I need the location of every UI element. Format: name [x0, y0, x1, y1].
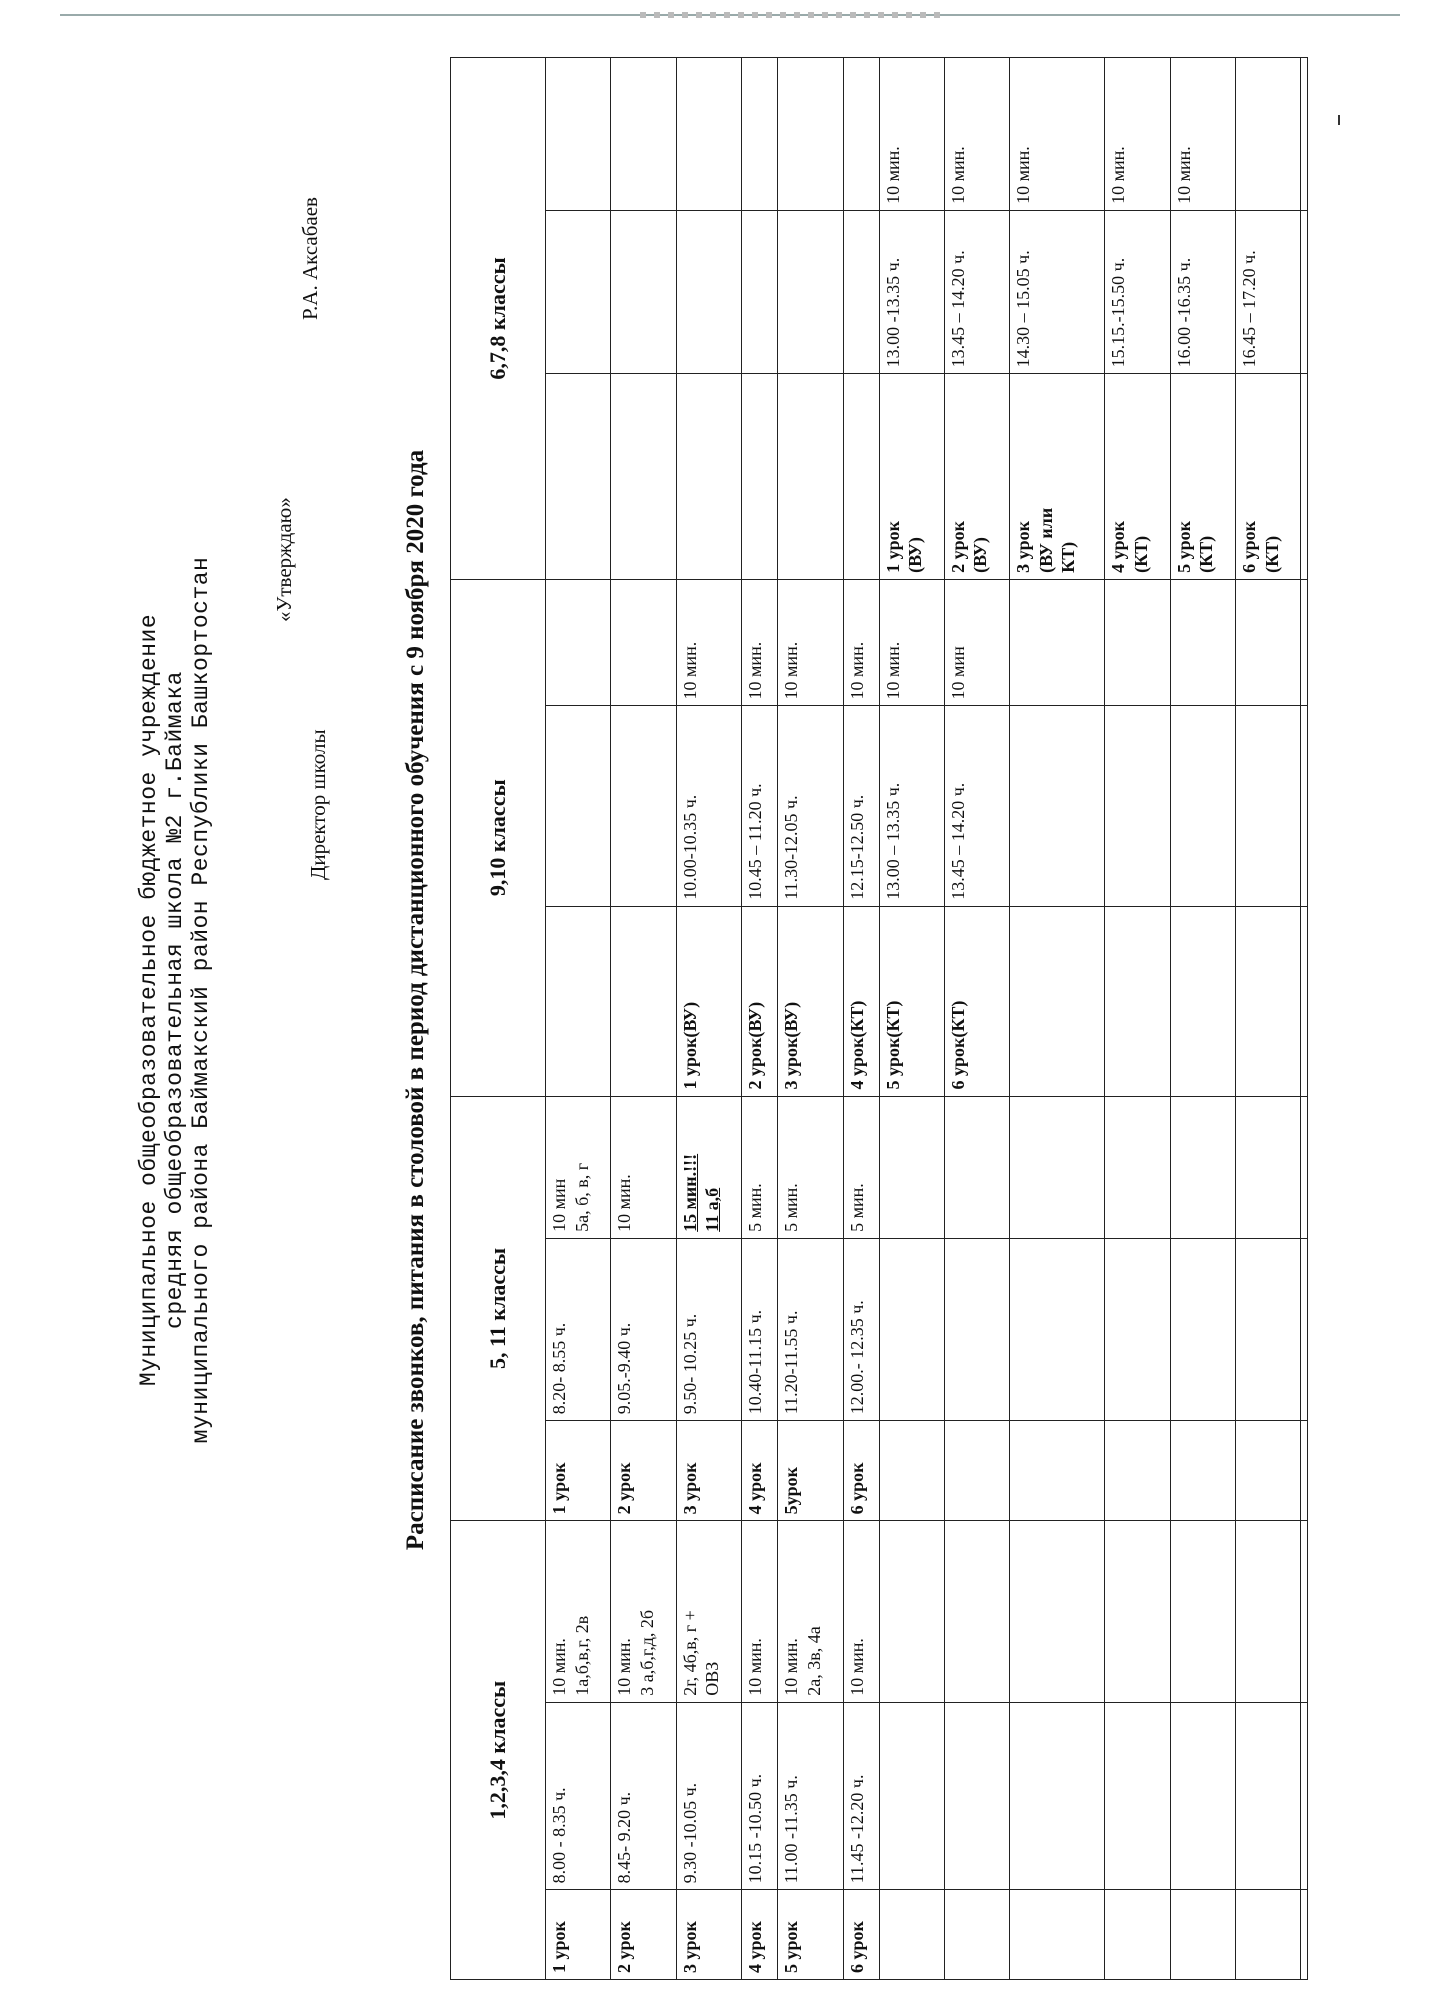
- table-cell: [1170, 1421, 1235, 1521]
- table-cell: [843, 1238, 879, 1420]
- table-cell: [1010, 58, 1105, 211]
- cell-text: 2 урок: [947, 521, 968, 573]
- cell-text: 10 мин.: [745, 1638, 766, 1696]
- cell-text: 5 мин.: [846, 1183, 867, 1232]
- table-cell: [1301, 58, 1308, 211]
- cell-text: 10 мин: [549, 1178, 569, 1232]
- table-cell: [676, 706, 741, 906]
- table-cell: [944, 706, 1009, 906]
- table-cell: [611, 1238, 676, 1420]
- cell-text: 2 урок: [614, 1921, 635, 1973]
- table-cell: [1010, 210, 1105, 373]
- cell-text: (ВУ или: [1035, 507, 1056, 573]
- table-cell: [879, 210, 944, 373]
- table-cell: [944, 579, 1009, 706]
- table-cell: [1236, 579, 1301, 706]
- table-cell: [1236, 1421, 1301, 1521]
- table-cell: [944, 1421, 1009, 1521]
- table-cell: [1105, 58, 1170, 211]
- cell-text: 10 мин: [947, 646, 968, 700]
- cell-text: 6 урок: [1239, 521, 1260, 573]
- table-cell: [843, 1096, 879, 1238]
- cell-text: 10 мин.: [781, 1638, 802, 1696]
- table-cell: [1105, 706, 1170, 906]
- table-cell: [944, 58, 1009, 211]
- table-cell: [1010, 1702, 1105, 1890]
- table-cell: [1170, 1238, 1235, 1420]
- table-cell: [778, 58, 843, 211]
- table-cell: [778, 1890, 843, 1980]
- table-cell: [843, 374, 879, 580]
- table-cell: [1170, 579, 1235, 706]
- table-cell: [1301, 210, 1308, 373]
- table-cell: [742, 1890, 778, 1980]
- table-cell: [1301, 1521, 1308, 1702]
- cell-text: 11.30-12.05 ч.: [781, 795, 802, 900]
- table-cell: [676, 1521, 741, 1702]
- table-cell: [1105, 1702, 1170, 1890]
- table-cell: [944, 1890, 1009, 1980]
- table-cell: [1170, 1702, 1235, 1890]
- table-cell: [1105, 1890, 1170, 1980]
- group-header: 9,10 классы: [451, 579, 546, 1096]
- cell-text: 10 мин.: [846, 1638, 867, 1696]
- table-cell: [778, 706, 843, 906]
- cell-text: 16.45 – 17.20 ч.: [1239, 250, 1260, 368]
- cell-text: 1 урок: [882, 521, 903, 573]
- table-cell: [879, 1521, 944, 1702]
- table-row: [944, 58, 1009, 1980]
- table-cell: [611, 1421, 676, 1521]
- table-cell: [1105, 579, 1170, 706]
- table-cell: [879, 374, 944, 580]
- table-cell: [676, 1890, 741, 1980]
- table-cell: [778, 906, 843, 1096]
- table-row: [1010, 58, 1105, 1980]
- table-cell: [1105, 210, 1170, 373]
- cell-text: 3 урок: [679, 1462, 700, 1515]
- institution-line-2: средняя общеобразовательная школа №2 г.Баймака: [162, 671, 188, 1329]
- table-cell: [879, 1096, 944, 1238]
- cell-text: 8.00 - 8.35 ч.: [549, 1787, 569, 1884]
- cell-text: 8.45- 9.20 ч.: [614, 1791, 635, 1884]
- cell-text: 9.05.-9.40 ч.: [614, 1322, 635, 1415]
- table-cell: [676, 210, 741, 373]
- cell-text: 3 урок: [679, 1921, 700, 1973]
- cell-text: 5урок: [781, 1467, 802, 1515]
- cell-text: 10 мин.: [614, 1174, 635, 1232]
- table-cell: [944, 1238, 1009, 1420]
- cell-text: 4 урок: [745, 1921, 766, 1973]
- table-cell: [1301, 1890, 1308, 1980]
- institution-line-3: муниципального района Баймакский район Республики Башкортостан: [188, 556, 214, 1444]
- cell-text: 5а, б, в, г: [571, 1162, 592, 1232]
- table-cell: [611, 906, 676, 1096]
- table-cell: [944, 1096, 1009, 1238]
- table-cell: [778, 210, 843, 373]
- table-cell: [879, 1421, 944, 1521]
- table-cell: [742, 579, 778, 706]
- cell-text: 10.00-10.35 ч.: [679, 794, 700, 900]
- table-row: [879, 58, 944, 1980]
- table-cell: [546, 579, 611, 706]
- table-cell: [1170, 210, 1235, 373]
- table-cell: [879, 906, 944, 1096]
- table-cell: [546, 1521, 611, 1702]
- table-row: [1105, 58, 1170, 1980]
- director-title: Директор школы: [306, 729, 330, 880]
- table-cell: [1010, 906, 1105, 1096]
- table-cell: [944, 374, 1009, 580]
- cell-text: (КТ): [1130, 535, 1151, 573]
- table-cell: [843, 1521, 879, 1702]
- cell-text: 15 мин.!!!: [679, 1153, 700, 1232]
- table-cell: [742, 58, 778, 211]
- table-cell: [1236, 1521, 1301, 1702]
- cell-text: 10 мин.: [1108, 146, 1129, 204]
- table-cell: [546, 374, 611, 580]
- table-cell: [676, 374, 741, 580]
- table-cell: [1236, 374, 1301, 580]
- table-cell: [1010, 1238, 1105, 1420]
- table-cell: [611, 579, 676, 706]
- cell-text: 10 мин.: [679, 641, 700, 700]
- group-header: 1,2,3,4 классы: [451, 1521, 546, 1980]
- table-cell: [1105, 374, 1170, 580]
- schedule-table-wrapper: [450, 57, 1308, 1980]
- table-cell: [742, 1421, 778, 1521]
- table-cell: [843, 1702, 879, 1890]
- table-cell: [1010, 1521, 1105, 1702]
- table-cell: [843, 210, 879, 373]
- table-cell: [742, 374, 778, 580]
- cell-text: ОВЗ: [702, 1661, 723, 1696]
- table-cell: [742, 1702, 778, 1890]
- table-cell: [879, 58, 944, 211]
- cell-text: 10 мин.: [781, 641, 802, 700]
- table-cell: [879, 1238, 944, 1420]
- table-cell: [1301, 706, 1308, 906]
- cell-text: 10 мин.: [1173, 146, 1194, 204]
- cell-text: 2 урок(ВУ): [745, 1001, 766, 1090]
- group-header: 5, 11 классы: [451, 1096, 546, 1521]
- table-cell: [1170, 906, 1235, 1096]
- table-cell: [676, 579, 741, 706]
- cell-text: 5 урок(КТ): [882, 1000, 903, 1090]
- table-cell: [1010, 1421, 1105, 1521]
- table-cell: [944, 1702, 1009, 1890]
- table-cell: [676, 58, 741, 211]
- schedule-title: Расписание звонков, питания в столовой в период дистанционного обучения с 9 ноября 2020 года: [402, 449, 429, 1551]
- cell-text: 11.45 -12.20 ч.: [846, 1774, 867, 1884]
- table-cell: [1170, 1890, 1235, 1980]
- cell-text: 11.00 -11.35 ч.: [781, 1775, 802, 1884]
- cell-text: 4 урок: [745, 1462, 766, 1515]
- table-cell: [546, 1096, 611, 1238]
- cell-text: 5 мин.: [745, 1183, 766, 1232]
- cell-text: 13.00 – 13.35 ч.: [882, 782, 903, 900]
- table-cell: [1010, 374, 1105, 580]
- cell-text: 4 урок(КТ): [846, 1000, 867, 1090]
- institution-line-1: Муниципальное общеобразовательное бюджетное учреждение: [136, 613, 162, 1387]
- table-row: [778, 58, 843, 1980]
- cell-text: 10.40-11.15 ч.: [745, 1309, 766, 1415]
- table-cell: [546, 210, 611, 373]
- table-cell: [1301, 1238, 1308, 1420]
- table-cell: [944, 906, 1009, 1096]
- table-row: [1236, 58, 1301, 1980]
- table-cell: [1236, 1238, 1301, 1420]
- cell-text: 3 а,б,г,д, 2б: [636, 1609, 657, 1696]
- table-cell: [778, 1421, 843, 1521]
- table-cell: [1236, 58, 1301, 211]
- cell-text: 12.00.- 12.35 ч.: [846, 1300, 867, 1415]
- table-cell: [1170, 374, 1235, 580]
- cell-text: 6 урок: [846, 1462, 867, 1515]
- table-cell: [1236, 1702, 1301, 1890]
- table-cell: [676, 1238, 741, 1420]
- cell-text: 2 урок: [614, 1462, 635, 1515]
- cell-text: 10 мин.: [614, 1638, 635, 1696]
- cell-text: 2а, 3в, 4а: [803, 1626, 824, 1696]
- table-cell: [1301, 374, 1308, 580]
- table-row: [843, 58, 879, 1980]
- table-cell: [1236, 906, 1301, 1096]
- table-cell: [1301, 1421, 1308, 1521]
- cell-text: 11 а,б: [702, 1187, 723, 1232]
- table-cell: [879, 1890, 944, 1980]
- cell-text: 3 урок: [1013, 521, 1034, 573]
- cell-text: 3 урок(ВУ): [781, 1001, 802, 1090]
- table-cell: [611, 1890, 676, 1980]
- table-cell: [879, 1702, 944, 1890]
- table-cell: [742, 1096, 778, 1238]
- table-cell: [778, 1238, 843, 1420]
- table-cell: [1105, 1421, 1170, 1521]
- table-cell: [1010, 579, 1105, 706]
- table-row: [611, 58, 676, 1980]
- table-cell: [1236, 706, 1301, 906]
- cell-text: 1а,б,в,г, 2в: [571, 1615, 592, 1696]
- group-header-row: [451, 58, 546, 1980]
- cell-text: 1 урок: [549, 1462, 569, 1515]
- table-cell: [676, 1096, 741, 1238]
- cell-text: 10 мин.: [947, 146, 968, 204]
- cell-text: 10 мин.: [745, 641, 766, 700]
- cell-text: 13.00 -13.35 ч.: [882, 257, 903, 368]
- table-cell: [546, 1238, 611, 1420]
- table-cell: [778, 1521, 843, 1702]
- table-cell: [1236, 1890, 1301, 1980]
- table-cell: [1301, 579, 1308, 706]
- table-cell: [843, 1890, 879, 1980]
- table-cell: [611, 1096, 676, 1238]
- table-cell: [546, 1421, 611, 1521]
- table-cell: [742, 1521, 778, 1702]
- group-header: 6,7,8 классы: [451, 58, 546, 580]
- cell-text: 13.45 – 14.20 ч.: [947, 782, 968, 900]
- table-cell: [742, 906, 778, 1096]
- table-row: [1301, 58, 1308, 1980]
- cell-text: 11.20-11.55 ч.: [781, 1310, 802, 1415]
- table-cell: [742, 1238, 778, 1420]
- approval-stamp-text: «Утверждаю»: [272, 497, 296, 622]
- table-cell: [611, 706, 676, 906]
- cell-text: 10 мин.: [882, 641, 903, 700]
- table-cell: [944, 210, 1009, 373]
- table-cell: [1105, 1238, 1170, 1420]
- cell-text: 5 мин.: [781, 1183, 802, 1232]
- table-cell: [843, 579, 879, 706]
- table-cell: [1105, 1521, 1170, 1702]
- table-cell: [611, 1521, 676, 1702]
- table-cell: [1301, 906, 1308, 1096]
- cell-text: КТ): [1058, 541, 1079, 573]
- cell-text: 10.45 – 11.20 ч.: [745, 783, 766, 900]
- table-cell: [676, 1702, 741, 1890]
- table-cell: [1010, 1890, 1105, 1980]
- cell-text: 1 урок(ВУ): [679, 1001, 700, 1090]
- table-row: [1170, 58, 1235, 1980]
- cell-text: 15.15.-15.50 ч.: [1108, 257, 1129, 368]
- cell-text: 4 урок: [1108, 521, 1129, 573]
- cell-text: 14.30 – 15.05 ч.: [1013, 250, 1034, 368]
- cell-text: 9.30 -10.05 ч.: [679, 1782, 700, 1884]
- table-cell: [1236, 1096, 1301, 1238]
- table-cell: [1301, 1096, 1308, 1238]
- table-cell: [676, 1421, 741, 1521]
- cell-text: 2г, 4б,в, г +: [679, 1610, 700, 1696]
- cell-text: (КТ): [1196, 535, 1217, 573]
- cell-text: 5 урок: [1173, 521, 1194, 573]
- table-cell: [546, 706, 611, 906]
- table-cell: [843, 58, 879, 211]
- schedule-table: [450, 57, 1308, 1980]
- table-cell: [742, 706, 778, 906]
- table-cell: [843, 906, 879, 1096]
- cell-text: 1 урок: [549, 1921, 569, 1973]
- cell-text: 10.15 -10.50 ч.: [745, 1773, 766, 1884]
- table-cell: [546, 1890, 611, 1980]
- cell-text: 8.20- 8.55 ч.: [549, 1322, 569, 1415]
- table-cell: [944, 1521, 1009, 1702]
- cell-text: 10 мин.: [549, 1638, 569, 1696]
- table-cell: [611, 210, 676, 373]
- table-cell: [778, 579, 843, 706]
- table-cell: [611, 1702, 676, 1890]
- cell-text: 10 мин.: [846, 641, 867, 700]
- table-cell: [1010, 706, 1105, 906]
- table-cell: [879, 706, 944, 906]
- table-cell: [1170, 58, 1235, 211]
- table-cell: [879, 579, 944, 706]
- table-cell: [1010, 1096, 1105, 1238]
- table-cell: [1105, 906, 1170, 1096]
- cell-text: 5 урок: [781, 1921, 802, 1973]
- cell-text: 13.45 – 14.20 ч.: [947, 250, 968, 368]
- cell-text: 6 урок(КТ): [947, 1000, 968, 1090]
- table-corner-mark: [1338, 115, 1354, 125]
- table-cell: [546, 906, 611, 1096]
- table-cell: [1236, 210, 1301, 373]
- table-row: [546, 58, 611, 1980]
- cell-text: (ВУ): [970, 537, 991, 573]
- table-cell: [546, 58, 611, 211]
- table-cell: [1170, 706, 1235, 906]
- table-cell: [778, 1702, 843, 1890]
- table-cell: [1170, 1096, 1235, 1238]
- cell-text: 12.15-12.50 ч.: [846, 794, 867, 900]
- table-cell: [1301, 1702, 1308, 1890]
- cell-text: 16.00 -16.35 ч.: [1173, 257, 1194, 368]
- table-row: [742, 58, 778, 1980]
- table-cell: [843, 706, 879, 906]
- cell-text: 10 мин.: [882, 146, 903, 204]
- table-cell: [843, 1421, 879, 1521]
- cell-text: 10 мин.: [1013, 146, 1034, 204]
- cell-text: (КТ): [1261, 535, 1282, 573]
- table-cell: [546, 1702, 611, 1890]
- cell-text: 6 урок: [846, 1921, 867, 1973]
- table-cell: [778, 374, 843, 580]
- table-cell: [676, 906, 741, 1096]
- table-row: [676, 58, 741, 1980]
- cell-text: 9.50- 10.25 ч.: [679, 1313, 700, 1415]
- table-cell: [611, 58, 676, 211]
- table-cell: [1105, 1096, 1170, 1238]
- table-cell: [778, 1096, 843, 1238]
- signer-name: Р.А. Аксабаев: [298, 197, 322, 320]
- table-cell: [742, 210, 778, 373]
- table-cell: [611, 374, 676, 580]
- cell-text: (ВУ): [905, 537, 926, 573]
- table-cell: [1170, 1521, 1235, 1702]
